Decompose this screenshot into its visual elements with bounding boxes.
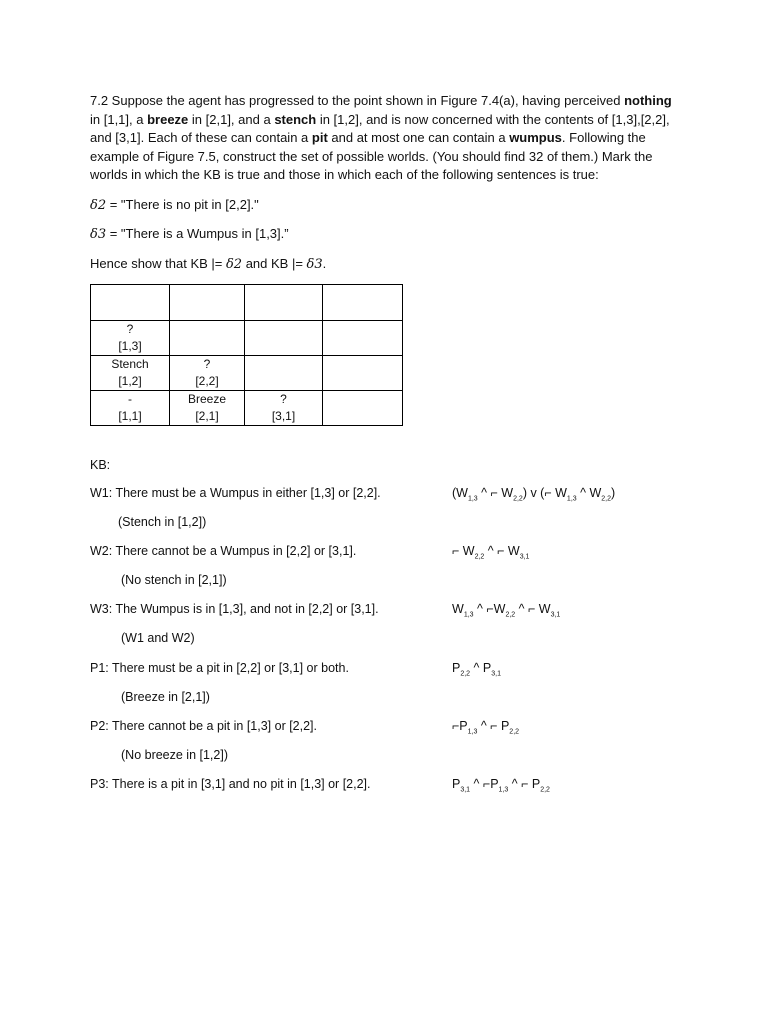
delta-2-text: = "There is no pit in [2,2]."	[106, 197, 259, 212]
rule-w3-formula	[452, 602, 560, 619]
cell-coord: [2,2]	[195, 374, 219, 388]
hence-text-3: .	[322, 256, 327, 271]
delta-3-text: = "There is a Wumpus in [1,3].”	[106, 226, 289, 241]
grid-cell	[245, 285, 323, 321]
cell-coord: [1,3]	[118, 339, 142, 353]
intro-bold-breeze: breeze	[147, 111, 189, 127]
grid-cell	[323, 391, 403, 426]
intro-text-2: in [1,1], a	[90, 111, 148, 127]
intro-text-6: . Following the example of Figure 7.5, construct the set of possible worlds. (You should find 32 of them.) Mark the worlds in which the KB is true and those in which each of the following sentences is true:	[90, 130, 653, 182]
grid-cell-2-2	[170, 356, 245, 391]
formula-subscript: 1,3	[467, 495, 478, 503]
grid-cell-1-1	[91, 391, 170, 426]
grid-cell	[245, 321, 323, 356]
hence-line	[90, 256, 326, 272]
rule-p2-text: P2: There cannot be a pit in [1,3] or [2,2].	[90, 719, 317, 733]
problem-statement	[90, 92, 680, 185]
formula-subscript: 2,2	[460, 670, 471, 678]
intro-bold-wumpus: wumpus	[509, 130, 562, 145]
kb-label: KB:	[90, 458, 111, 472]
rule-w2-text: W2: There cannot be a Wumpus in [2,2] or [3,1].	[90, 544, 357, 558]
formula-subscript: 2,2	[509, 728, 520, 736]
sentence-delta-3	[90, 226, 289, 242]
formula-term: P	[452, 777, 461, 791]
formula-subscript: 1,3	[467, 728, 478, 736]
grid-cell-3-1	[245, 391, 323, 426]
rule-p1-text: P1: There must be a pit in [2,2] or [3,1] or both.	[90, 661, 349, 675]
formula-term: ^ ⌐ W	[515, 602, 551, 616]
intro-bold-nothing: nothing	[624, 93, 672, 108]
cell-content: Stench	[111, 357, 149, 371]
formula-subscript: 1,3	[463, 611, 474, 619]
cell-content: ?	[280, 392, 287, 406]
formula-subscript: 1,3	[566, 495, 577, 503]
rule-p2-formula	[452, 719, 519, 736]
grid-cell	[170, 285, 245, 321]
intro-text-1: 7.2 Suppose the agent has progressed to the point shown in Figure 7.4(a), having perceived	[90, 93, 625, 108]
formula-subscript: 2,2	[513, 495, 523, 503]
formula-term: ^ ⌐W	[473, 602, 506, 616]
grid-row-1	[91, 391, 403, 426]
intro-text-4: in [1,2], and is now concerned with the contents of [1,3],[2,2], and [3,1]. Each of these can contain a	[90, 111, 670, 145]
formula-subscript: 2,2	[474, 553, 485, 561]
cell-content: Breeze	[187, 392, 227, 406]
rule-w1-reason: (Stench in [1,2])	[118, 515, 207, 529]
grid-row-4	[91, 285, 403, 321]
rule-w2-formula	[452, 544, 529, 561]
hence-text-2: and KB |=	[242, 256, 307, 271]
hence-text-1: Hence show that KB |=	[90, 256, 226, 271]
formula-subscript: 2,2	[540, 786, 550, 794]
wumpus-grid	[90, 284, 403, 426]
formula-term: ^ ⌐ P	[477, 719, 510, 733]
formula-term: ^ ⌐ P	[508, 777, 541, 791]
grid-cell	[323, 285, 403, 321]
hence-delta-3: δ3	[306, 257, 323, 272]
sentence-delta-2	[90, 197, 259, 213]
formula-subscript: 1,3	[498, 786, 509, 794]
rule-p3-text: P3: There is a pit in [3,1] and no pit in [1,3] or [2,2].	[90, 777, 371, 791]
grid-cell-1-3	[91, 321, 170, 356]
rule-w2-reason: (No stench in [2,1])	[121, 573, 227, 587]
rule-p1-formula	[452, 661, 501, 678]
formula-term: ^ ⌐P	[470, 777, 499, 791]
intro-bold-stench: stench	[274, 111, 317, 127]
rule-w3-text: W3: The Wumpus is in [1,3], and not in [2,2] or [3,1].	[90, 602, 379, 616]
formula-term: ⌐ W	[452, 544, 475, 558]
formula-term: ⌐P	[452, 719, 468, 733]
formula-term: P	[452, 661, 461, 675]
grid-cell-1-2	[91, 356, 170, 391]
formula-term: W	[452, 602, 464, 616]
intro-text-5: and at most one can contain a	[327, 130, 510, 145]
intro-bold-pit: pit	[311, 130, 328, 145]
cell-content: -	[128, 392, 132, 406]
cell-coord: [1,2]	[118, 374, 142, 388]
formula-term: ^ ⌐ W	[477, 486, 514, 500]
formula-term: ^ P	[470, 661, 492, 675]
intro-text-3: in [2,1], and a	[188, 111, 275, 127]
grid-cell	[245, 356, 323, 391]
cell-content: ?	[126, 322, 134, 336]
formula-subscript: 3,1	[519, 553, 530, 561]
formula-subscript: 3,1	[491, 670, 501, 678]
cell-coord: [2,1]	[195, 409, 219, 423]
cell-coord: [1,1]	[118, 409, 142, 423]
rule-p3-formula	[452, 777, 550, 794]
formula-subscript: 2,2	[505, 611, 516, 619]
grid-cell	[323, 356, 403, 391]
formula-subscript: 2,2	[601, 495, 611, 503]
delta-3-symbol: δ3	[90, 227, 107, 242]
cell-coord: [3,1]	[271, 409, 296, 423]
formula-subscript: 3,1	[460, 786, 471, 794]
grid-cell	[91, 285, 170, 321]
rule-w1-text: W1: There must be a Wumpus in either [1,3] or [2,2].	[90, 486, 381, 500]
formula-term: (W	[452, 486, 468, 500]
formula-term: ^ ⌐ W	[484, 544, 520, 558]
rule-p2-reason: (No breeze in [1,2])	[121, 748, 228, 762]
grid-cell	[170, 321, 245, 356]
grid-cell	[323, 321, 403, 356]
cell-content: ?	[203, 357, 211, 371]
hence-delta-2: δ2	[225, 257, 243, 272]
formula-subscript: 3,1	[550, 611, 561, 619]
delta-2-symbol: δ2	[90, 198, 107, 213]
rule-p1-reason: (Breeze in [2,1])	[121, 690, 210, 704]
grid-cell-2-1	[170, 391, 245, 426]
rule-w3-reason: (W1 and W2)	[121, 631, 195, 645]
rule-w1-formula	[452, 486, 615, 503]
formula-term: ) v (⌐ W	[522, 486, 567, 500]
formula-term: ^ W	[576, 486, 602, 500]
grid-row-3	[91, 321, 403, 356]
grid-row-2	[91, 356, 403, 391]
formula-term: )	[611, 486, 616, 500]
